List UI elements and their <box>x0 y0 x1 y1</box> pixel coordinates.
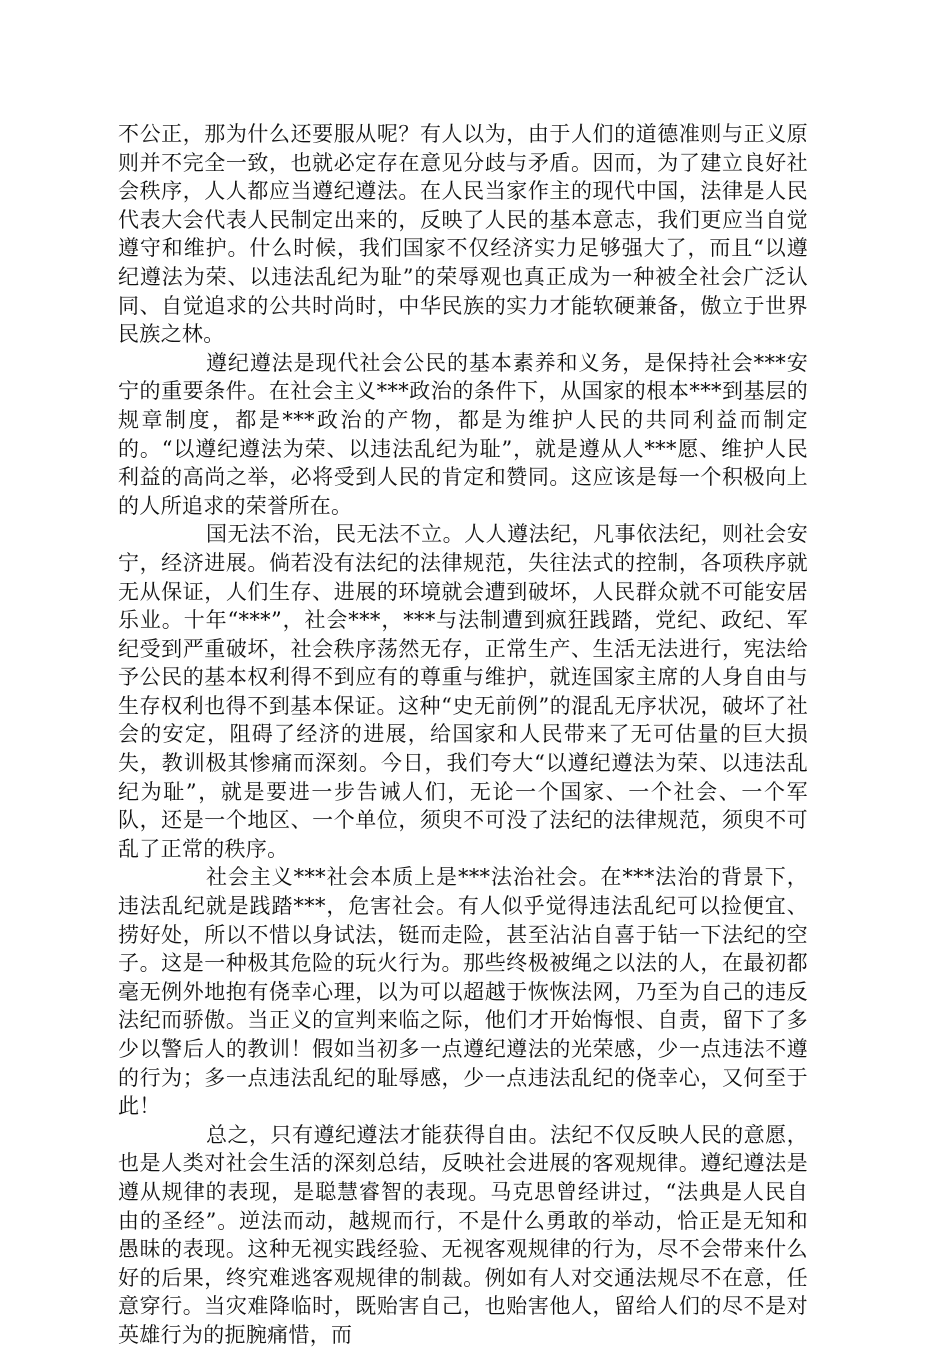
paragraph-4: 社会主义***社会本质上是***法治社会。在***法治的背景下，违法乱纪就是践踏***，危害社会。有人似乎觉得违法乱纪可以捡便宜、捞好处，所以不惜以身试法，铤而走险，甚至沾沾自喜于钻一下法纪的空子。这是一种极其危险的玩火行为。那些终极被绳之以法的人，在最初都毫无例外地抱有侥幸心理，以为可以超越于恢恢法网，乃至为自己的违反法纪而骄傲。当正义的宣判来临之际，他们才开始悔恨、自责，留下了多少以警后人的教训！假如当初多一点遵纪遵法的光荣感，少一点违法不遵的行为；多一点违法乱纪的耻辱感，少一点违法乱纪的侥幸心，又何至于此！ <box>118 865 808 1119</box>
paragraph-1: 不公正，那为什么还要服从呢？有人以为，由于人们的道德准则与正义原则并不完全一致，也就必定存在意见分歧与矛盾。因而，为了建立良好社会秩序，人人都应当遵纪遵法。在人民当家作主的现代中国，法律是人民代表大会代表人民制定出来的，反映了人民的基本意志，我们更应当自觉遵守和维护。什么时候，我们国家不仅经济实力足够强大了，而且“以遵纪遵法为荣、以违法乱纪为耻”的荣辱观也真正成为一种被全社会广泛认同、自觉追求的公共时尚时，中华民族的实力才能软硬兼备，傲立于世界民族之林。 <box>118 122 808 347</box>
document-body <box>118 120 808 1350</box>
paragraph-5: 总之，只有遵纪遵法才能获得自由。法纪不仅反映人民的意愿，也是人类对社会生活的深刻总结，反映社会进展的客观规律。遵纪遵法是遵从规律的表现，是聪慧睿智的表现。马克思曾经讲过，“法典是人民自由的圣经”。逆法而动，越规而行，不是什么勇敢的举动，恰正是无知和愚昧的表现。这种无视实践经验、无视客观规律的行为，尽不会带来什么好的后果，终究难逃客观规律的制裁。例如有人对交通法规尽不在意，任意穿行。当灾难降临时，既贻害自己，也贻害他人，留给人们的尽不是对英雄行为的扼腕痛惜，而 <box>118 1122 808 1347</box>
paragraph-3: 国无法不治，民无法不立。人人遵法纪，凡事依法纪，则社会安宁，经济进展。倘若没有法纪的法律规范，失往法式的控制，各项秩序就无从保证，人们生存、进展的环境就会遭到破坏，人民群众就不可能安居乐业。十年“***”，社会***，***与法制遭到疯狂践踏，党纪、政纪、军纪受到严重破坏，社会秩序荡然无存，正常生产、生活无法进行，宪法给予公民的基本权利得不到应有的尊重与维护，就连国家主席的人身自由与生存权利也得不到基本保证。这种“史无前例”的混乱无序状况，破坏了社会的安定，阻碍了经济的进展，给国家和人民带来了无可估量的巨大损失，教训极其惨痛而深刻。今日，我们夸大“以遵纪遵法为荣、以违法乱纪为耻”，就是要进一步告诫人们，无论一个国家、一个社会、一个军队，还是一个地区、一个单位，须臾不可没了法纪的法律规范，须臾不可乱了正常的秩序。 <box>118 522 808 861</box>
paragraph-2: 遵纪遵法是现代社会公民的基本素养和义务，是保持社会***安宁的重要条件。在社会主义***政治的条件下，从国家的根本***到基层的规章制度，都是***政治的产物，都是为维护人民的共同利益而制定的。“以遵纪遵法为荣、以违法乱纪为耻”，就是遵从人***愿、维护人民利益的高尚之举，必将受到人民的肯定和赞同。这应该是每一个积极向上的人所追求的荣誉所在。 <box>118 350 808 518</box>
